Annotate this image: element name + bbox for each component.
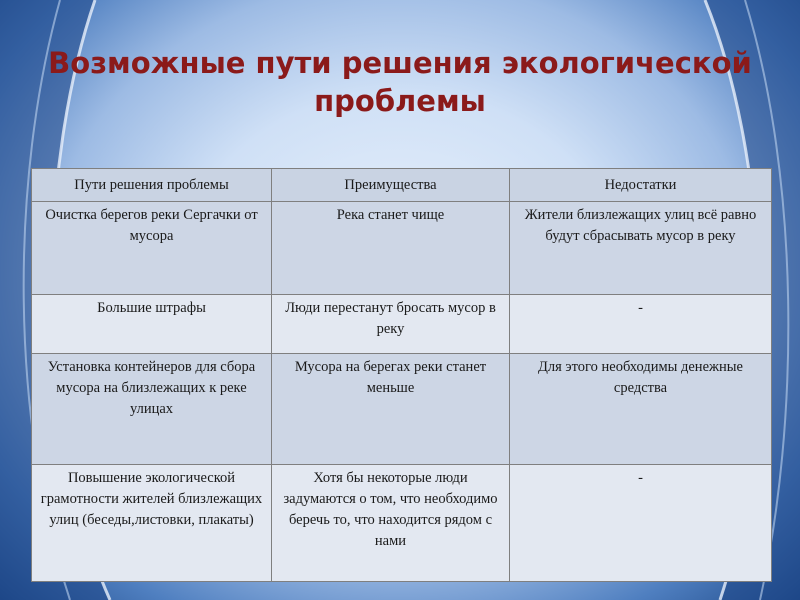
cell-advantages: Река станет чище [272,202,510,295]
header-disadvantages: Недостатки [510,169,772,202]
cell-solution: Очистка берегов реки Сергачки от мусора [32,202,272,295]
header-solutions: Пути решения проблемы [32,169,272,202]
cell-advantages: Хотя бы некоторые люди задумаются о том, что необходимо беречь то, что находится рядом с нами [272,465,510,582]
cell-disadvantages: - [510,465,772,582]
cell-solution: Большие штрафы [32,295,272,354]
cell-disadvantages: Для этого необходимы денежные средства [510,354,772,465]
table-row [32,354,772,465]
cell-advantages: Люди перестанут бросать мусор в реку [272,295,510,354]
cell-solution: Установка контейнеров для сбора мусора на близлежащих к реке улицах [32,354,272,465]
cell-solution: Повышение экологической грамотности жителей близлежащих улиц (беседы,листовки, плакаты) [32,465,272,582]
slide-title: Возможные пути решения экологической проблемы [48,46,752,118]
cell-disadvantages: Жители близлежащих улиц всё равно будут сбрасывать мусор в реку [510,202,772,295]
table-row [32,202,772,295]
header-advantages: Преимущества [272,169,510,202]
solutions-table [31,168,772,582]
table-header-row [32,169,772,202]
table-row [32,465,772,582]
cell-disadvantages: - [510,295,772,354]
table-row [32,295,772,354]
cell-advantages: Мусора на берегах реки станет меньше [272,354,510,465]
